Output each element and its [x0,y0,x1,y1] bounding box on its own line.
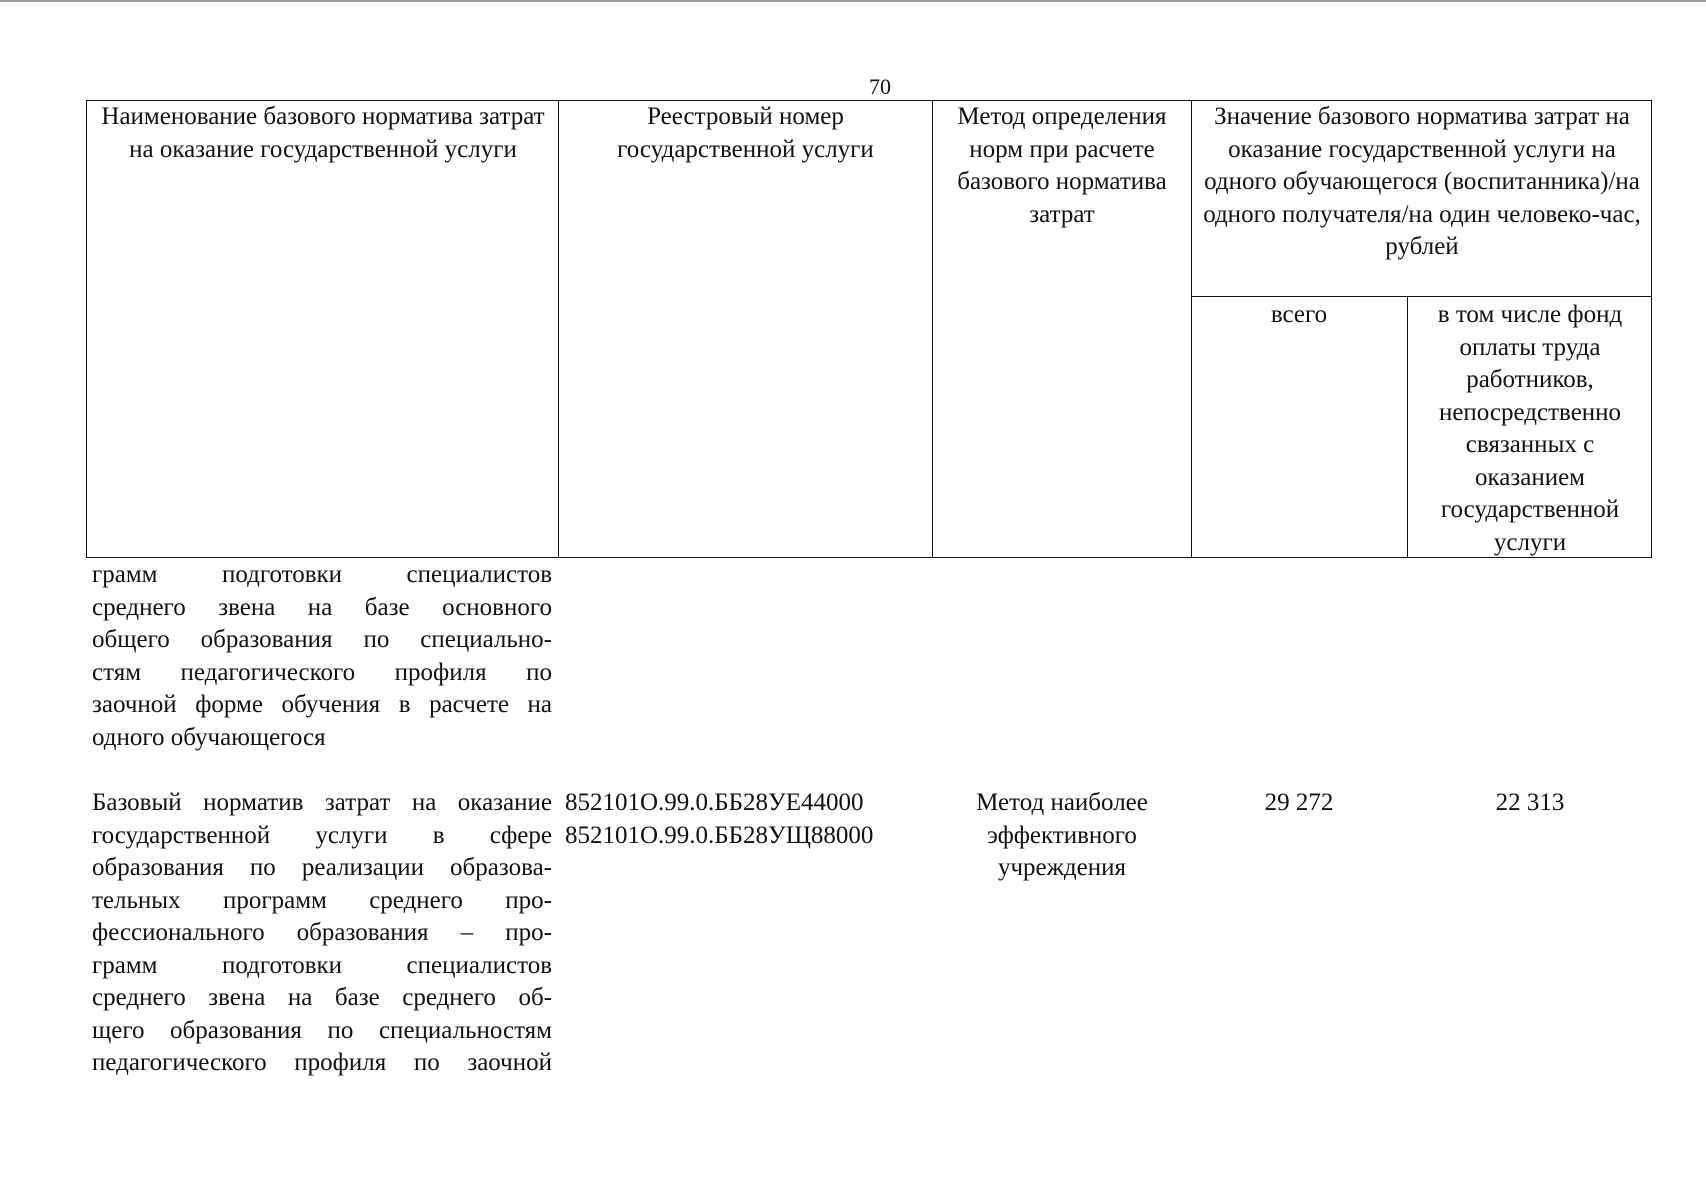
column-divider [1191,101,1192,557]
header-value: Значение базового норматива затрат на оказание государственной услуги на одного обучающегося (воспитанника)/на одного получателя/на один человеко-час, рублей [1203,103,1641,260]
text-line: одного обучающегося [92,723,326,751]
page-number: 70 [869,74,891,99]
header-name: Наименование базового норматива затрат на оказание государственной услуги [101,103,545,163]
text-line: общего образования по специально- [92,626,552,653]
header-registry-number: Реестровый номер государственной услуги [617,103,874,163]
column-divider [558,101,559,557]
text-line: образования по реализации образова- [92,854,552,881]
column-divider [932,101,933,557]
text-line: Базовый норматив затрат на оказание [92,789,552,816]
row-divider [1191,296,1651,297]
text-line: тельных программ среднего про- [92,886,552,914]
row-2-name [92,787,552,1080]
text-line: педагогического профиля по заочной [92,1049,552,1076]
text-line: грамм подготовки специалистов [92,561,552,588]
text-line: фессионального образования – про- [92,919,552,946]
header-method: Метод определения норм при расчете базового норматива затрат [957,103,1167,228]
text-line: заочной форме обучения в расчете на [92,691,552,718]
row-2-method [935,787,1189,885]
registry-number: 852101О.99.0.ББ28УЩ88000 [565,821,874,849]
text-line: учреждения [997,854,1126,881]
table-header [86,100,1652,558]
row-2-total: 29 272 [1264,789,1334,816]
text-line: Метод наиболее [976,789,1148,816]
text-line: щего образования по специальностям [92,1016,552,1044]
header-wage-fund: в том числе фонд оплаты труда работников, непосредственно связанных с оказанием государственной услуги [1437,301,1623,556]
registry-number: 852101О.99.0.ББ28УЕ44000 [565,789,864,816]
column-divider [1407,296,1408,557]
text-line: грамм подготовки специалистов [92,951,552,979]
row-2-registry-numbers [565,787,925,852]
row-2-wage-fund: 22 313 [1495,789,1565,816]
text-line: среднего звена на базе основного [92,593,552,621]
text-line: эффективного [987,821,1137,849]
top-rule [0,0,1706,2]
text-line: среднего звена на базе среднего об- [92,984,552,1011]
header-total: всего [1270,301,1328,328]
text-line: государственной услуги в сфере [92,821,552,849]
text-line: стям педагогического профиля по [92,658,552,686]
row-1-name [92,559,552,754]
